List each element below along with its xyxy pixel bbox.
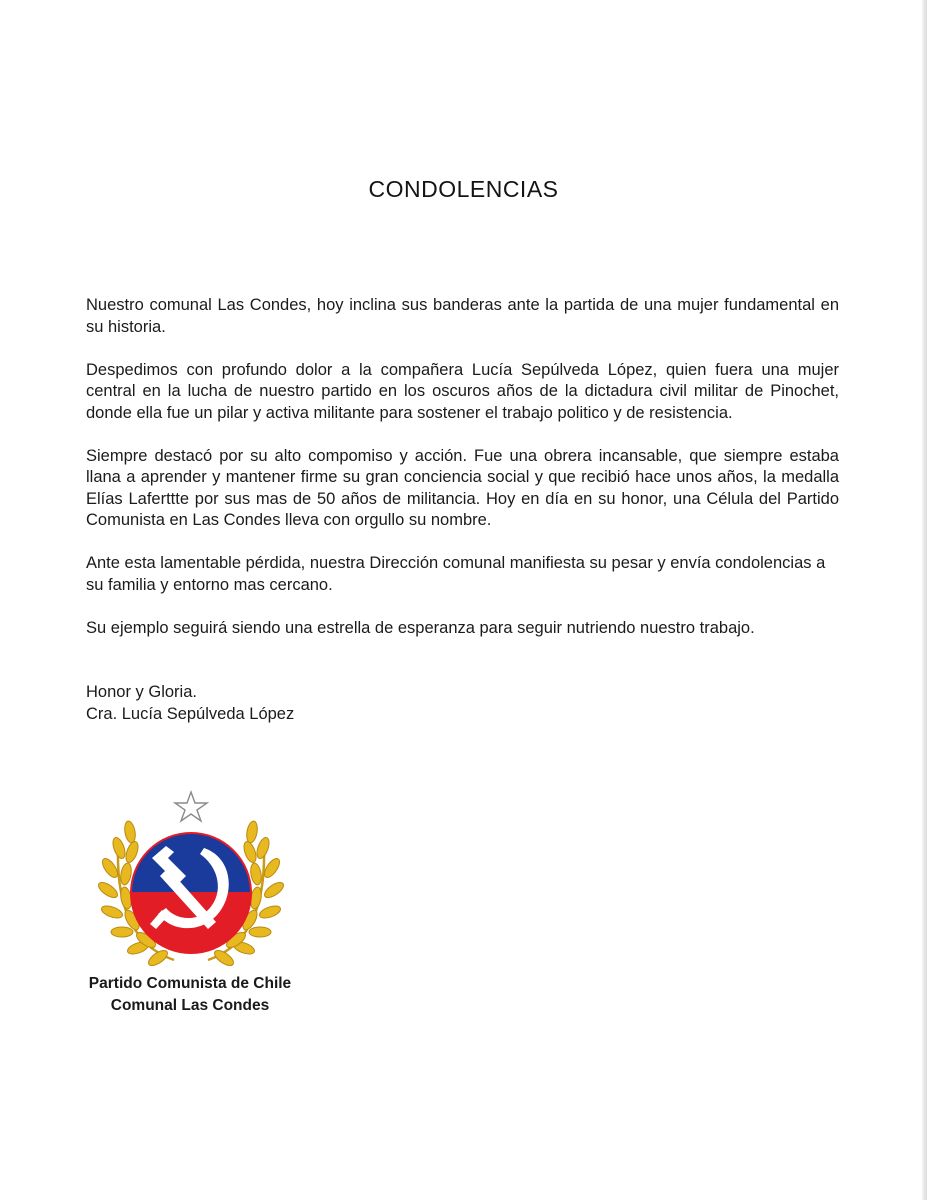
star-icon (175, 792, 207, 821)
letter-body (86, 295, 839, 725)
paragraph-intro: Nuestro comunal Las Condes, hoy inclina sus banderas ante la partida de una mujer fundamental en su historia. (86, 296, 839, 336)
paragraph-commitment: Siempre destacó por su alto compomiso y acción. Fue una obrera incansable, que siempre estaba llana a aprender y mantener firme su gran conciencia social y que recibió hace unos años, la medalla Elías Laferttte por sus mas de 50 años de militancia. Hoy en día en su honor, una Célula del Partido Comunista en Las Condes lleva con orgullo su nombre. (86, 446, 839, 529)
party-emblem (96, 790, 286, 980)
organization-line2: Comunal Las Condes (110, 997, 270, 1014)
paragraph-farewell: Despedimos con profundo dolor a la compañera Lucía Sepúlveda López, quien fuera una mujer central en la lucha de nuestro partido en los oscuros años de la dictadura civil militar de Pinochet, donde ella fue un pilar y activa militante para sostener el trabajo politico y de resistencia. (86, 360, 839, 422)
paragraph-condolences: Ante esta lamentable pérdida, nuestra Dirección comunal manifiesta su pesar y envía condolencias a su familia y entorno mas cercano. (86, 554, 826, 594)
closing-block (86, 682, 839, 725)
organization-name (60, 973, 320, 1017)
document-title: CONDOLENCIAS (368, 176, 559, 202)
paragraph-example: Su ejemplo seguirá siendo una estrella de esperanza para seguir nutriendo nuestro trabajo. (86, 618, 755, 637)
closing-signature: Cra. Lucía Sepúlveda López (86, 704, 295, 723)
closing-honor: Honor y Gloria. (86, 683, 197, 701)
organization-line1: Partido Comunista de Chile (88, 975, 292, 992)
hammer-sickle-emblem-icon (96, 790, 286, 980)
